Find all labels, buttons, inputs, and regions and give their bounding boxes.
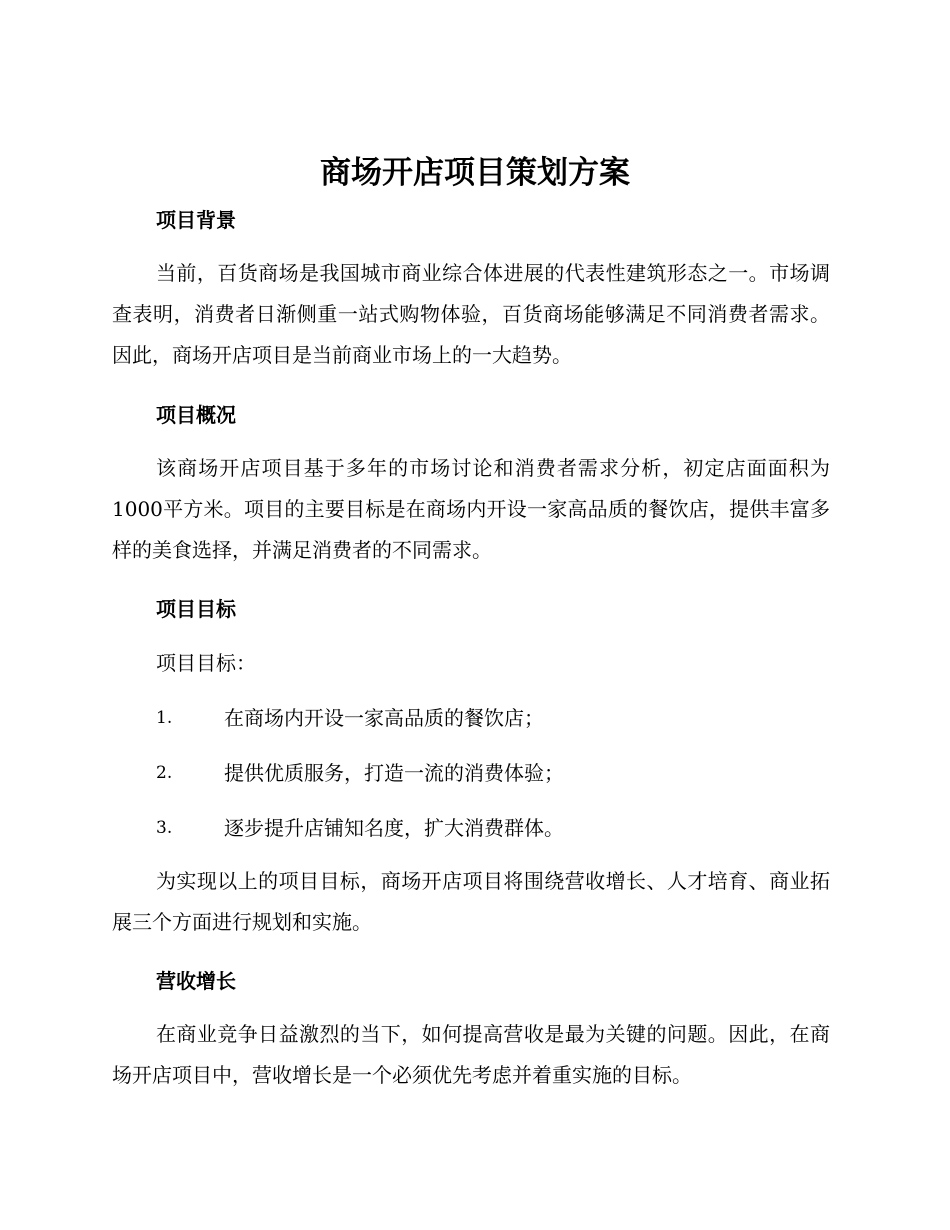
list-item-number: 3. xyxy=(156,818,173,838)
section-heading-goals: 项目目标 xyxy=(156,597,236,621)
section-heading-overview: 项目概况 xyxy=(156,403,236,427)
goals-intro: 项目目标： xyxy=(156,651,256,675)
paragraph-overview: 该商场开店项目基于多年的市场讨论和消费者需求分析，初定店面面积为1000平方米。项目的主要目标是在商场内开设一家高品质的餐饮店，提供丰富多样的美食选择，并满足消费者的不同需求。 xyxy=(112,456,830,562)
paragraph-background: 当前，百货商场是我国城市商业综合体进展的代表性建筑形态之一。市场调查表明，消费者日渐侧重一站式购物体验，百货商场能够满足不同消费者需求。因此，商场开店项目是当前商业市场上的一大趋势。 xyxy=(112,261,830,367)
list-item xyxy=(156,759,836,787)
list-item-number: 1. xyxy=(156,708,173,728)
list-item xyxy=(156,814,836,842)
paragraph-revenue: 在商业竞争日益激烈的当下，如何提高营收是最为关键的问题。因此，在商场开店项目中，营收增长是一个必须优先考虑并着重实施的目标。 xyxy=(112,1022,830,1087)
list-item xyxy=(156,704,836,732)
document-title: 商场开店项目策划方案 xyxy=(320,155,630,191)
section-heading-background: 项目背景 xyxy=(156,208,236,232)
list-item-text: 提供优质服务，打造一流的消费体验； xyxy=(224,761,564,785)
list-item-text: 逐步提升店铺知名度，扩大消费群体。 xyxy=(224,816,564,840)
section-heading-revenue: 营收增长 xyxy=(156,969,236,993)
list-item-number: 2. xyxy=(156,763,173,783)
paragraph-goals-summary: 为实现以上的项目目标，商场开店项目将围绕营收增长、人才培育、商业拓展三个方面进行规划和实施。 xyxy=(112,869,830,934)
list-item-text: 在商场内开设一家高品质的餐饮店； xyxy=(224,706,544,730)
